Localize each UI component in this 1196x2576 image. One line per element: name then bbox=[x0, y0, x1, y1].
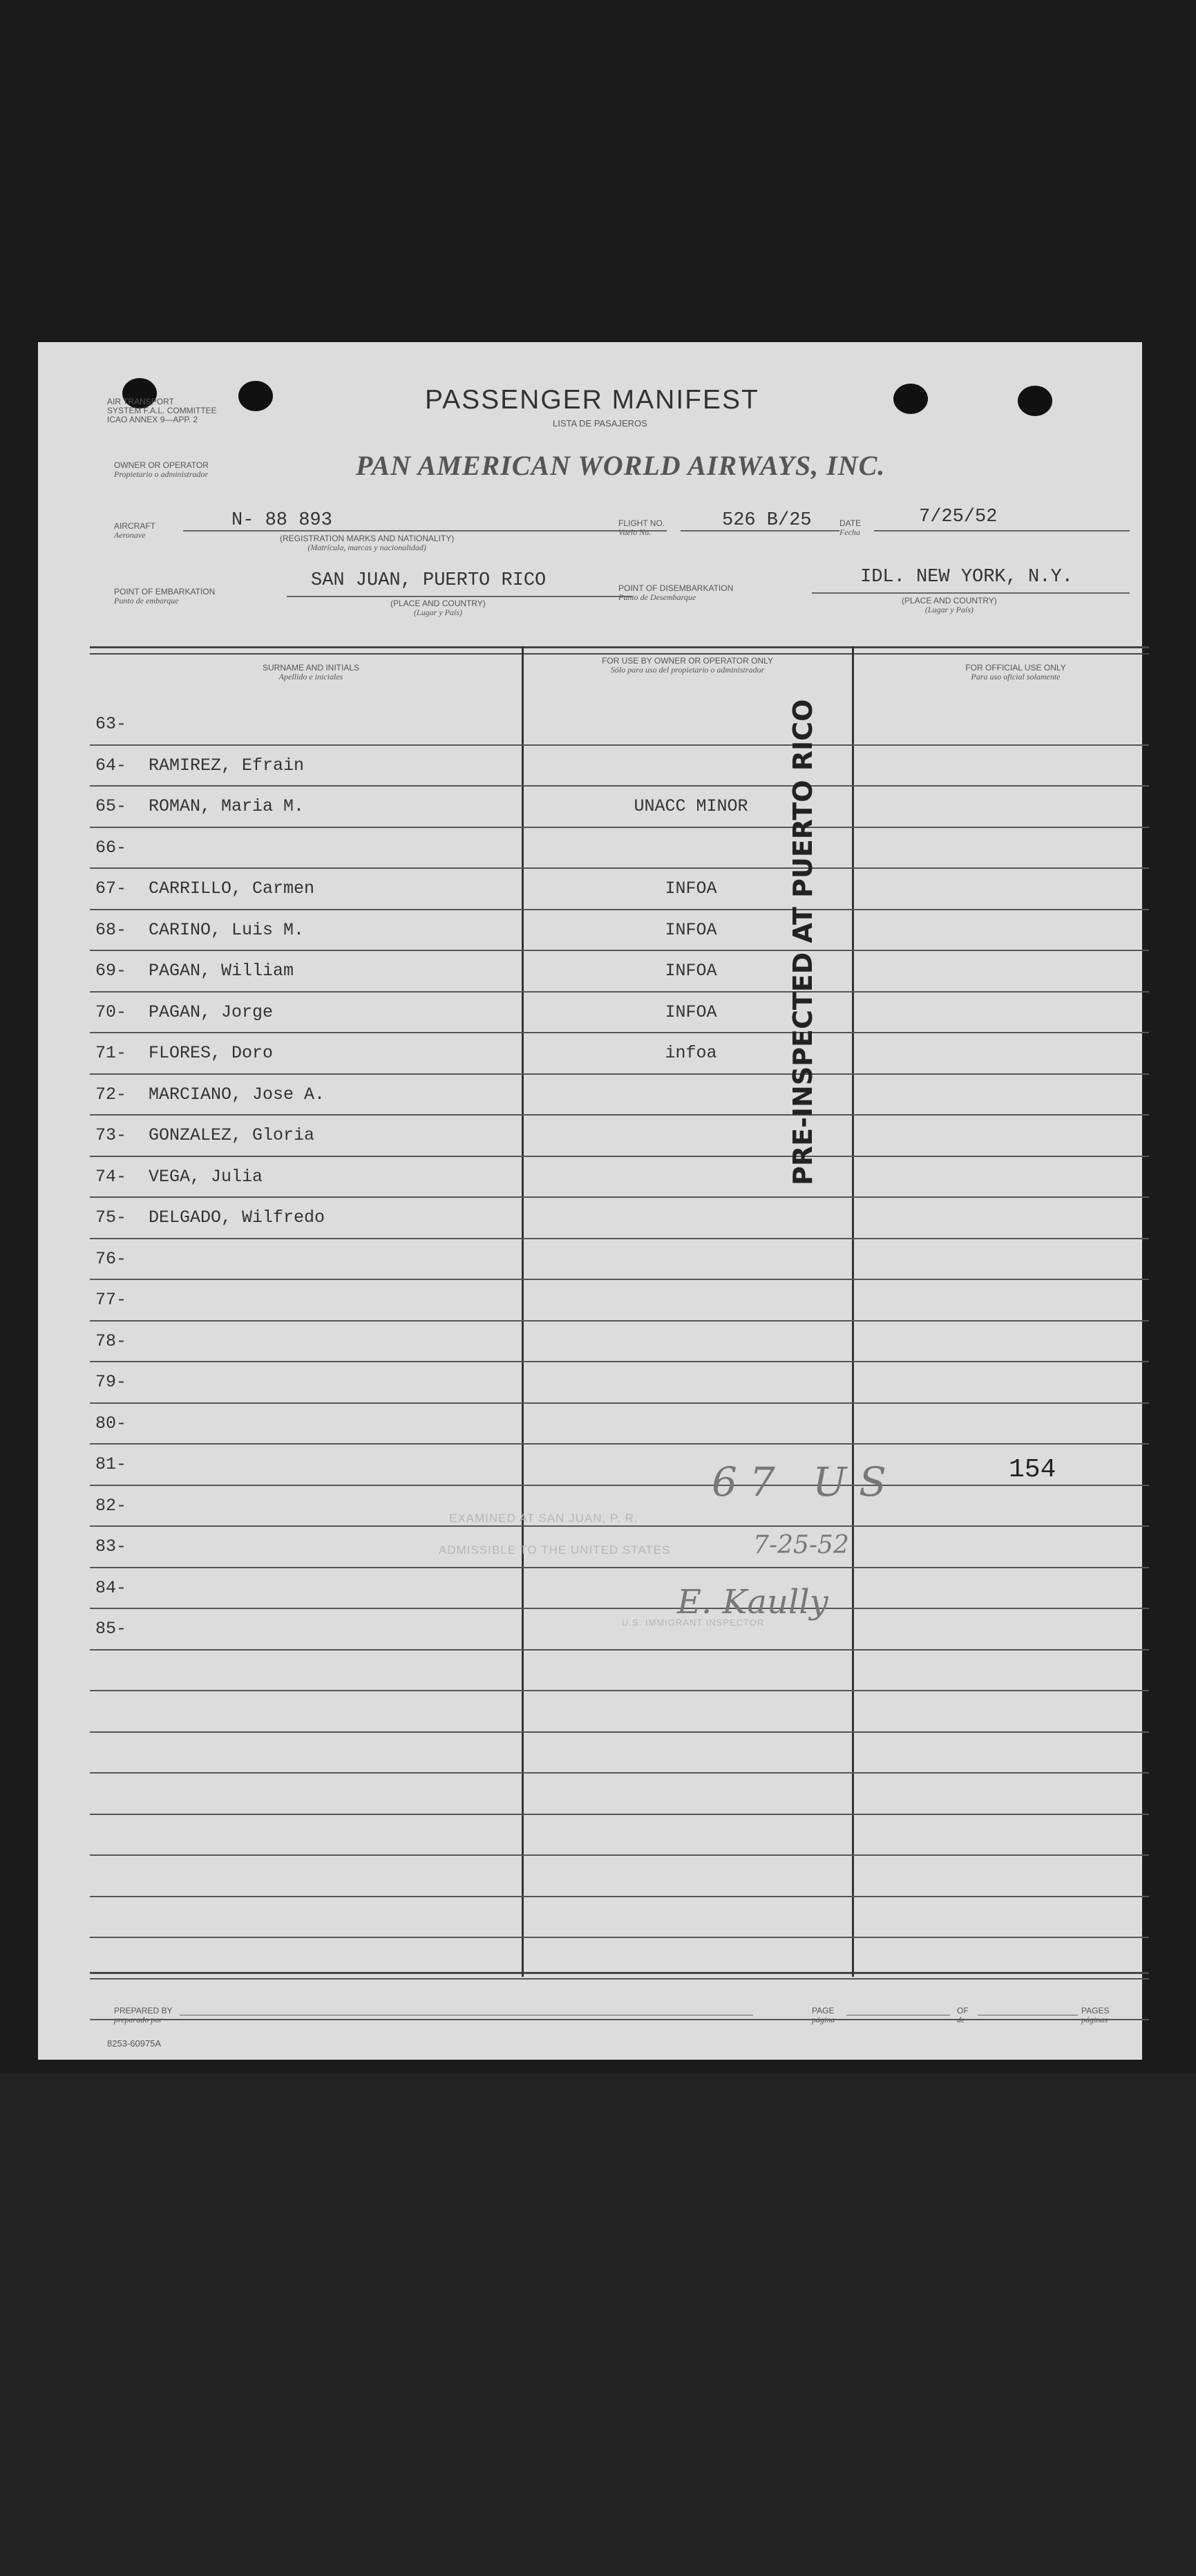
row-number: 68- bbox=[95, 920, 127, 940]
row-divider bbox=[90, 1361, 1149, 1362]
passenger-name: RAMIREZ, Efrain bbox=[149, 755, 305, 775]
table-bottom-border bbox=[90, 1972, 1149, 1974]
row-divider bbox=[90, 1196, 1149, 1198]
row-divider bbox=[90, 950, 1149, 951]
page-title: PASSENGER MANIFEST bbox=[425, 385, 759, 415]
operator-remark: INFOA bbox=[665, 878, 717, 899]
row-divider bbox=[90, 744, 1149, 746]
row-number: 82- bbox=[95, 1496, 127, 1516]
row-divider bbox=[90, 785, 1149, 787]
page-subtitle: LISTA DE PASAJEROS bbox=[553, 418, 647, 429]
column-divider bbox=[852, 646, 854, 1977]
row-number: 75- bbox=[95, 1207, 127, 1228]
aircraft-label: AIRCRAFT Aeronave bbox=[114, 521, 155, 540]
operator-remark: INFOA bbox=[665, 920, 717, 940]
handwritten-date: 7-25-52 bbox=[753, 1531, 849, 1559]
passenger-name: PAGAN, Jorge bbox=[149, 1002, 274, 1022]
row-number: 80- bbox=[95, 1413, 127, 1433]
row-divider bbox=[90, 1402, 1149, 1404]
disembarkation-underline bbox=[812, 592, 1130, 594]
row-divider bbox=[90, 867, 1149, 869]
row-divider bbox=[90, 1567, 1149, 1568]
row-divider bbox=[90, 1854, 1149, 1856]
row-divider bbox=[90, 1814, 1149, 1815]
row-divider bbox=[90, 1896, 1149, 1897]
row-divider bbox=[90, 1731, 1149, 1733]
of-label: OF de bbox=[957, 2006, 969, 2024]
passenger-table bbox=[90, 646, 1149, 1977]
pages-label: PAGES páginas bbox=[1081, 2006, 1110, 2024]
row-number: 85- bbox=[95, 1619, 127, 1639]
row-divider bbox=[90, 1485, 1149, 1486]
row-divider bbox=[90, 1073, 1149, 1075]
passenger-name: ROMAN, Maria M. bbox=[149, 796, 305, 816]
row-number: 77- bbox=[95, 1290, 127, 1310]
row-number: 69- bbox=[95, 961, 127, 981]
row-divider bbox=[90, 1238, 1149, 1239]
row-divider bbox=[90, 1443, 1149, 1445]
passenger-name: MARCIANO, Jose A. bbox=[149, 1084, 325, 1104]
passenger-name: DELGADO, Wilfredo bbox=[149, 1207, 325, 1228]
row-number: 66- bbox=[95, 838, 127, 858]
row-divider bbox=[90, 991, 1149, 993]
passenger-name: GONZALEZ, Gloria bbox=[149, 1125, 315, 1145]
disembarkation-place-note: (PLACE AND COUNTRY) (Lugar y País) bbox=[902, 596, 997, 614]
passenger-name: CARRILLO, Carmen bbox=[149, 878, 315, 899]
embarkation-label: POINT OF EMBARKATION Punto de embarque bbox=[114, 587, 216, 605]
flight-value: 526 B/25 bbox=[722, 510, 812, 531]
page-label: PAGE página bbox=[812, 2006, 835, 2024]
passenger-name: PAGAN, William bbox=[149, 961, 294, 981]
manifest-page bbox=[38, 342, 1142, 2060]
row-number: 79- bbox=[95, 1372, 127, 1392]
table-top-border bbox=[90, 646, 1149, 648]
row-divider bbox=[90, 1649, 1149, 1651]
row-divider bbox=[90, 1690, 1149, 1691]
embarkation-value: SAN JUAN, PUERTO RICO bbox=[311, 570, 547, 591]
row-divider bbox=[90, 1156, 1149, 1157]
row-number: 76- bbox=[95, 1249, 127, 1269]
prepared-by-label: PREPARED BY preparado por bbox=[114, 2006, 173, 2024]
aircraft-value: N- 88 893 bbox=[231, 510, 332, 531]
row-number: 74- bbox=[95, 1167, 127, 1187]
disembarkation-label: POINT OF DISEMBARKATION Punto de Desembarque bbox=[618, 583, 734, 602]
operator-remark: infoa bbox=[665, 1043, 717, 1063]
row-divider bbox=[90, 1772, 1149, 1774]
airline-name: PAN AMERICAN WORLD AIRWAYS, INC. bbox=[356, 450, 886, 481]
header-owner-use: FOR USE BY OWNER OR OPERATOR ONLY Sólo para uso del propietario o administrador bbox=[602, 656, 773, 675]
punch-hole bbox=[1018, 386, 1052, 416]
row-number: 78- bbox=[95, 1331, 127, 1351]
row-divider bbox=[90, 909, 1149, 910]
date-underline bbox=[874, 530, 1130, 532]
row-divider bbox=[90, 1114, 1149, 1116]
preinspected-stamp: PRE-INSPECTED AT PUERTO RICO bbox=[788, 699, 818, 1185]
row-divider bbox=[90, 2019, 1149, 2020]
inspector-signature: E. Kaully bbox=[677, 1583, 828, 1621]
row-number: 64- bbox=[95, 755, 127, 775]
row-divider bbox=[90, 1525, 1149, 1527]
row-divider bbox=[90, 1978, 1149, 1980]
owner-label: OWNER OR OPERATOR Propietario o administrador bbox=[114, 460, 209, 479]
header-names: SURNAME AND INITIALS Apellido e iniciales bbox=[262, 663, 360, 681]
date-label: DATE Fecha bbox=[839, 518, 862, 537]
row-number: 84- bbox=[95, 1578, 127, 1598]
operator-remark: UNACC MINOR bbox=[634, 796, 748, 816]
faint-stamp-line: EXAMINED AT SAN JUAN, P. R. bbox=[449, 1512, 638, 1525]
row-number: 67- bbox=[95, 878, 127, 899]
header-official-use: FOR OFFICIAL USE ONLY Para uso oficial solamente bbox=[965, 663, 1066, 681]
handwritten-count: 67 US bbox=[712, 1458, 899, 1505]
punch-hole bbox=[893, 384, 928, 414]
row-number: 70- bbox=[95, 1002, 127, 1022]
row-number: 83- bbox=[95, 1536, 127, 1557]
row-number: 71- bbox=[95, 1043, 127, 1063]
row-number: 65- bbox=[95, 796, 127, 816]
row-divider bbox=[90, 1320, 1149, 1322]
committee-reference: AIR TRANSPORT SYSTEM F.A.L. COMMITTEE ICAO ANNEX 9—APP. 2 bbox=[107, 397, 217, 424]
scan-background bbox=[0, 2074, 1196, 2576]
row-divider bbox=[90, 827, 1149, 828]
row-number: 63- bbox=[95, 714, 127, 734]
form-number: 8253-60975A bbox=[107, 2038, 162, 2049]
aircraft-note: (REGISTRATION MARKS AND NATIONALITY) (Matrícula, marcas y nacionalidad) bbox=[280, 534, 455, 552]
disembarkation-value: IDL. NEW YORK, N.Y. bbox=[860, 567, 1073, 587]
row-number: 72- bbox=[95, 1084, 127, 1104]
row-divider bbox=[90, 1032, 1149, 1033]
row-number: 81- bbox=[95, 1454, 127, 1474]
punch-hole bbox=[238, 381, 273, 411]
date-value: 7/25/52 bbox=[919, 507, 998, 527]
passenger-name: VEGA, Julia bbox=[149, 1167, 263, 1187]
passenger-name: FLORES, Doro bbox=[149, 1043, 274, 1063]
operator-remark: INFOA bbox=[665, 1002, 717, 1022]
flight-label: FLIGHT NO. Vuelo No. bbox=[618, 518, 665, 537]
passenger-name: CARINO, Luis M. bbox=[149, 920, 305, 940]
embarkation-place-note: (PLACE AND COUNTRY) (Lugar y País) bbox=[390, 599, 486, 617]
embarkation-underline bbox=[287, 596, 632, 597]
row-divider bbox=[90, 1279, 1149, 1280]
column-divider bbox=[522, 646, 524, 1977]
row-number: 73- bbox=[95, 1125, 127, 1145]
operator-remark: INFOA bbox=[665, 961, 717, 981]
faint-stamp-line: U.S. IMMIGRANT INSPECTOR bbox=[622, 1617, 765, 1628]
faint-stamp-line: ADMISSIBLE TO THE UNITED STATES bbox=[439, 1543, 671, 1557]
table-top-border-inner bbox=[90, 653, 1149, 655]
row-divider bbox=[90, 1937, 1149, 1938]
row-divider bbox=[90, 1608, 1149, 1609]
official-number: 154 bbox=[1009, 1455, 1056, 1485]
